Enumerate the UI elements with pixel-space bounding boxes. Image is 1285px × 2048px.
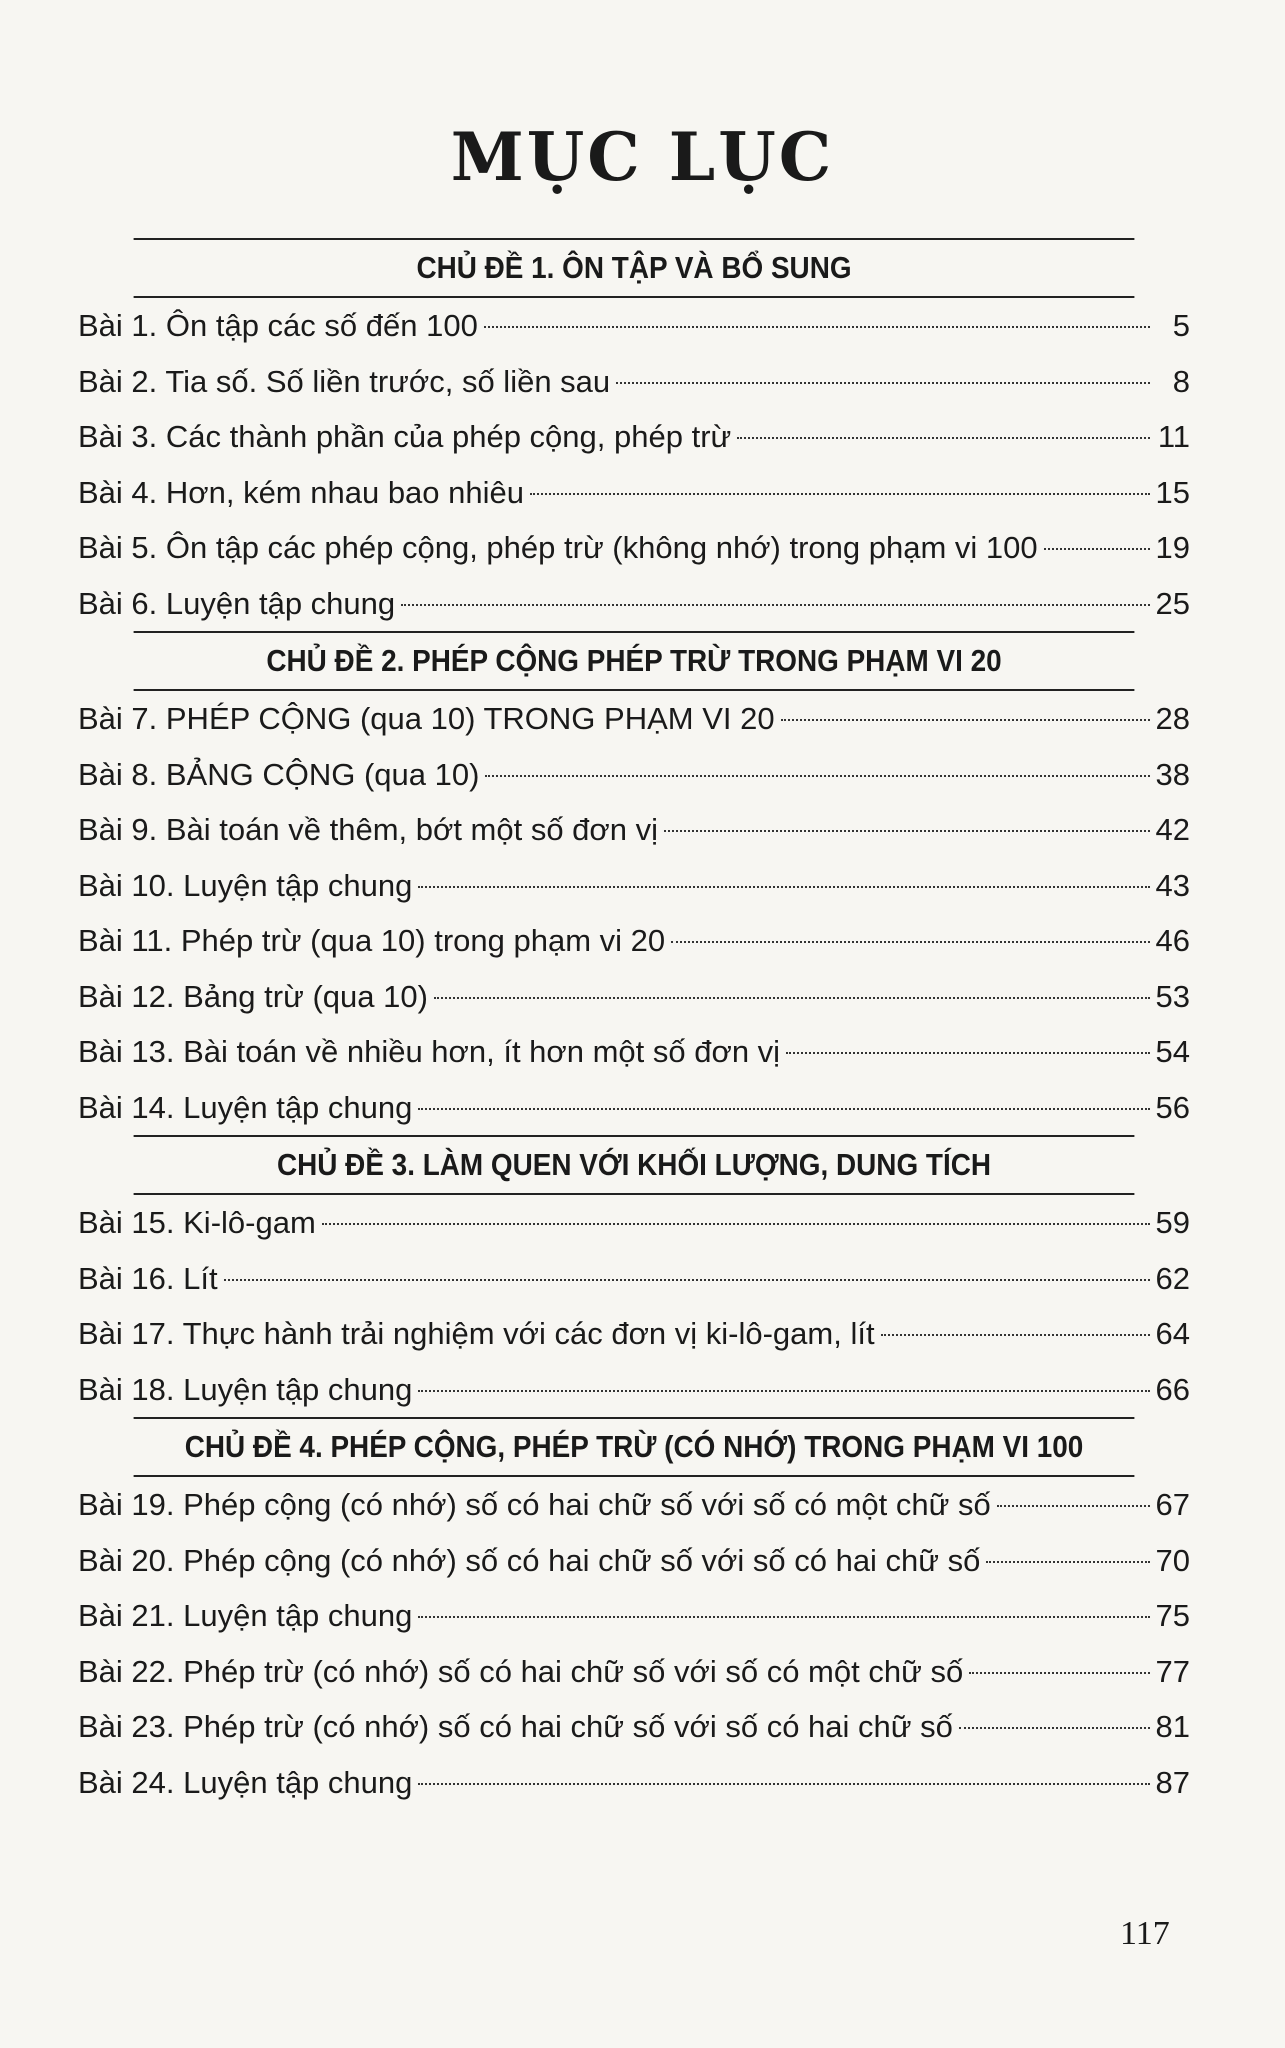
entry-page-number: 53: [1155, 978, 1190, 1014]
entry-title: Bài 11. Phép trừ (qua 10) trong phạm vi 20: [78, 923, 666, 958]
toc-entry: [78, 1644, 1190, 1700]
dot-leader: [997, 1505, 1150, 1507]
dot-leader: [434, 997, 1150, 999]
dot-leader: [881, 1334, 1150, 1336]
entry-page-number: 43: [1155, 867, 1190, 903]
toc-entry: [78, 1699, 1190, 1755]
section-heading: CHỦ ĐỀ 1. ÔN TẬP VÀ BỔ SUNG: [134, 238, 1135, 298]
dot-leader: [418, 1390, 1149, 1392]
dot-leader: [664, 830, 1150, 832]
toc-entry: [78, 298, 1190, 354]
entry-page-number: 15: [1155, 474, 1190, 510]
toc-entry: [78, 1755, 1190, 1811]
entry-page-number: 25: [1155, 585, 1190, 621]
entry-title: Bài 15. Ki-lô-gam: [78, 1205, 316, 1240]
entry-title: Bài 8. BẢNG CỘNG (qua 10): [78, 756, 480, 792]
entry-page-number: 56: [1155, 1089, 1190, 1125]
toc-entry: [78, 691, 1190, 747]
entry-page-number: 28: [1155, 701, 1190, 736]
entry-title: Bài 3. Các thành phần của phép cộng, phép trừ: [78, 419, 732, 454]
entry-title: Bài 7. PHÉP CỘNG (qua 10) TRONG PHẠM VI 20: [78, 701, 775, 736]
dot-leader: [737, 437, 1150, 439]
entry-title: Bài 4. Hơn, kém nhau bao nhiêu: [78, 474, 525, 510]
entry-page-number: 66: [1155, 1371, 1190, 1407]
entry-page-number: 11: [1157, 419, 1190, 454]
page-number: 117: [1120, 1915, 1170, 1952]
toc-entry: [78, 1477, 1190, 1533]
entry-page-number: 5: [1172, 308, 1190, 343]
dot-leader: [530, 493, 1150, 495]
toc-entry: [78, 520, 1190, 576]
entry-page-number: 62: [1155, 1260, 1190, 1296]
section-heading: CHỦ ĐỀ 4. PHÉP CỘNG, PHÉP TRỪ (CÓ NHỚ) TRONG PHẠM VI 100: [134, 1417, 1135, 1477]
entry-page-number: 42: [1155, 812, 1190, 847]
toc-entry: [78, 969, 1190, 1025]
entry-title: Bài 23. Phép trừ (có nhớ) số có hai chữ số với số có hai chữ số: [78, 1709, 953, 1744]
entry-page-number: 77: [1155, 1653, 1190, 1689]
dot-leader: [418, 1783, 1149, 1785]
entry-page-number: 46: [1155, 923, 1190, 958]
dot-leader: [484, 326, 1150, 328]
toc-entry: [78, 409, 1190, 465]
toc-entry: [78, 1024, 1190, 1080]
entry-title: Bài 21. Luyện tập chung: [78, 1598, 413, 1633]
toc-entry: [78, 465, 1190, 521]
entry-title: Bài 17. Thực hành trải nghiệm với các đơn vị ki-lô-gam, lít: [78, 1316, 875, 1351]
toc-entry: [78, 1533, 1190, 1589]
dot-leader: [418, 1108, 1149, 1110]
entry-page-number: 64: [1155, 1316, 1190, 1351]
entry-title: Bài 22. Phép trừ (có nhớ) số có hai chữ số với số có một chữ số: [78, 1653, 964, 1689]
entry-page-number: 8: [1172, 363, 1190, 399]
entry-page-number: 87: [1155, 1764, 1190, 1800]
section-heading: CHỦ ĐỀ 2. PHÉP CỘNG PHÉP TRỪ TRONG PHẠM VI 20: [134, 631, 1135, 691]
toc-entry: [78, 1195, 1190, 1251]
dot-leader: [671, 941, 1149, 943]
dot-leader: [401, 604, 1149, 606]
dot-leader: [786, 1052, 1149, 1054]
entry-page-number: 75: [1155, 1598, 1190, 1633]
entry-title: Bài 9. Bài toán về thêm, bớt một số đơn vị: [78, 812, 658, 847]
dot-leader: [959, 1727, 1150, 1729]
dot-leader: [969, 1672, 1149, 1674]
toc-entry: [78, 913, 1190, 969]
dot-leader: [418, 1616, 1149, 1618]
toc-entry: [78, 354, 1190, 410]
dot-leader: [322, 1223, 1150, 1225]
entry-title: Bài 24. Luyện tập chung: [78, 1764, 413, 1800]
dot-leader: [224, 1279, 1150, 1281]
dot-leader: [986, 1561, 1149, 1563]
entry-title: Bài 13. Bài toán về nhiều hơn, ít hơn một số đơn vị: [78, 1034, 781, 1069]
entry-title: Bài 10. Luyện tập chung: [78, 867, 413, 903]
dot-leader: [616, 382, 1150, 384]
entry-title: Bài 6. Luyện tập chung: [78, 585, 396, 621]
toc-entry: [78, 1251, 1190, 1307]
page-title: MỤC LỤC: [450, 118, 835, 196]
entry-title: Bài 20. Phép cộng (có nhớ) số có hai chữ số với số có hai chữ số: [78, 1542, 981, 1578]
entry-page-number: 19: [1155, 530, 1190, 565]
entry-title: Bài 18. Luyện tập chung: [78, 1371, 413, 1407]
dot-leader: [1044, 548, 1150, 550]
entry-title: Bài 5. Ôn tập các phép cộng, phép trừ (không nhớ) trong phạm vi 100: [78, 530, 1038, 565]
toc-entry: [78, 1080, 1190, 1136]
section-heading: CHỦ ĐỀ 3. LÀM QUEN VỚI KHỐI LƯỢNG, DUNG TÍCH: [134, 1135, 1135, 1195]
entry-title: Bài 14. Luyện tập chung: [78, 1089, 413, 1125]
entry-title: Bài 19. Phép cộng (có nhớ) số có hai chữ số với số có một chữ số: [78, 1487, 991, 1522]
table-of-contents: [78, 238, 1190, 1810]
toc-entry: [78, 802, 1190, 858]
toc-entry: [78, 1588, 1190, 1644]
entry-page-number: 70: [1155, 1542, 1190, 1578]
entry-page-number: 67: [1155, 1487, 1190, 1522]
entry-page-number: 59: [1155, 1205, 1190, 1240]
entry-page-number: 54: [1155, 1034, 1190, 1069]
entry-title: Bài 16. Lít: [78, 1260, 218, 1296]
entry-title: Bài 2. Tia số. Số liền trước, số liền sau: [78, 363, 611, 399]
toc-entry: [78, 576, 1190, 632]
entry-page-number: 38: [1155, 756, 1190, 792]
entry-title: Bài 1. Ôn tập các số đến 100: [78, 308, 478, 343]
toc-entry: [78, 1362, 1190, 1418]
toc-entry: [78, 747, 1190, 803]
dot-leader: [781, 719, 1150, 721]
entry-title: Bài 12. Bảng trừ (qua 10): [78, 978, 428, 1014]
dot-leader: [418, 886, 1149, 888]
toc-entry: [78, 1306, 1190, 1362]
dot-leader: [485, 775, 1149, 777]
entry-page-number: 81: [1155, 1709, 1190, 1744]
toc-entry: [78, 858, 1190, 914]
